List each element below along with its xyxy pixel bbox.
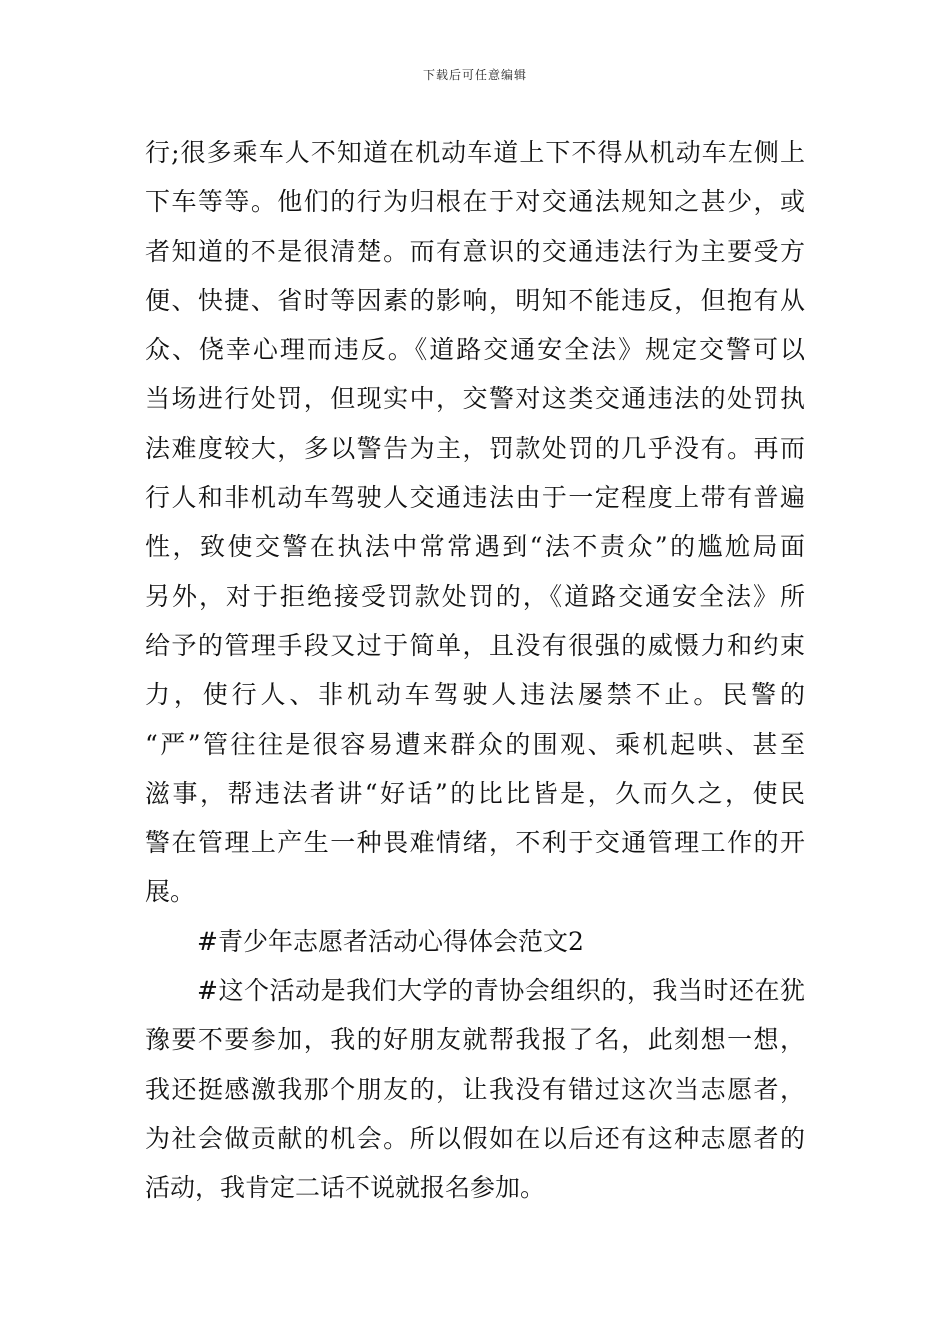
text-line: 警在管理上产生一种畏难情绪，不利于交通管理工作的开 xyxy=(145,828,805,858)
text-line: 我还挺感激我那个朋友的，让我没有错过这次当志愿者， xyxy=(145,1074,805,1104)
text-line: 展。 xyxy=(145,877,196,907)
section-heading: #青少年志愿者活动心得体会范文2 xyxy=(197,926,584,956)
text-line: 众、侥幸心理而违反。《道路交通安全法》规定交警可以 xyxy=(145,335,805,365)
text-line: 者知道的不是很清楚。而有意识的交通违法行为主要受方 xyxy=(145,236,805,266)
text-line: 豫要不要参加，我的好朋友就帮我报了名，此刻想一想， xyxy=(145,1025,805,1055)
text-line: 滋事，帮违法者讲“好话”的比比皆是，久而久之，使民 xyxy=(145,778,805,808)
text-line: 给予的管理手段又过于简单，且没有很强的威慑力和约束 xyxy=(145,630,805,660)
text-line: 便、快捷、省时等因素的影响，明知不能违反，但抱有从 xyxy=(145,285,805,315)
page-header-note: 下载后可任意编辑 xyxy=(422,68,527,82)
text-line: 法难度较大，多以警告为主，罚款处罚的几乎没有。再而 xyxy=(145,433,805,463)
text-line: 行;很多乘车人不知道在机动车道上下不得从机动车左侧上 xyxy=(145,138,805,167)
text-line: 另外，对于拒绝接受罚款处罚的，《道路交通安全法》所 xyxy=(145,581,805,611)
document-body xyxy=(145,128,805,1213)
text-line: 当场进行处罚，但现实中，交警对这类交通违法的处罚执 xyxy=(145,384,805,414)
text-line: 行人和非机动车驾驶人交通违法由于一定程度上带有普遍 xyxy=(145,483,805,513)
paragraph-volunteer-activity xyxy=(145,966,805,1212)
text-line: 为社会做贡献的机会。所以假如在以后还有这种志愿者的 xyxy=(145,1123,805,1153)
paragraph-traffic-violations xyxy=(145,128,805,917)
text-line: “严”管往往是很容易遭来群众的围观、乘机起哄、甚至 xyxy=(145,729,805,759)
text-line: 活动，我肯定二话不说就报名参加。 xyxy=(145,1173,546,1203)
text-line: 下车等等。他们的行为归根在于对交通法规知之甚少，或 xyxy=(145,187,805,217)
text-line: 力，使行人、非机动车驾驶人违法屡禁不止。民警的 xyxy=(145,680,805,710)
text-line: 性，致使交警在执法中常常遇到“法不责众”的尴尬局面 xyxy=(145,532,805,562)
text-line: #这个活动是我们大学的青协会组织的，我当时还在犹 xyxy=(197,976,805,1006)
